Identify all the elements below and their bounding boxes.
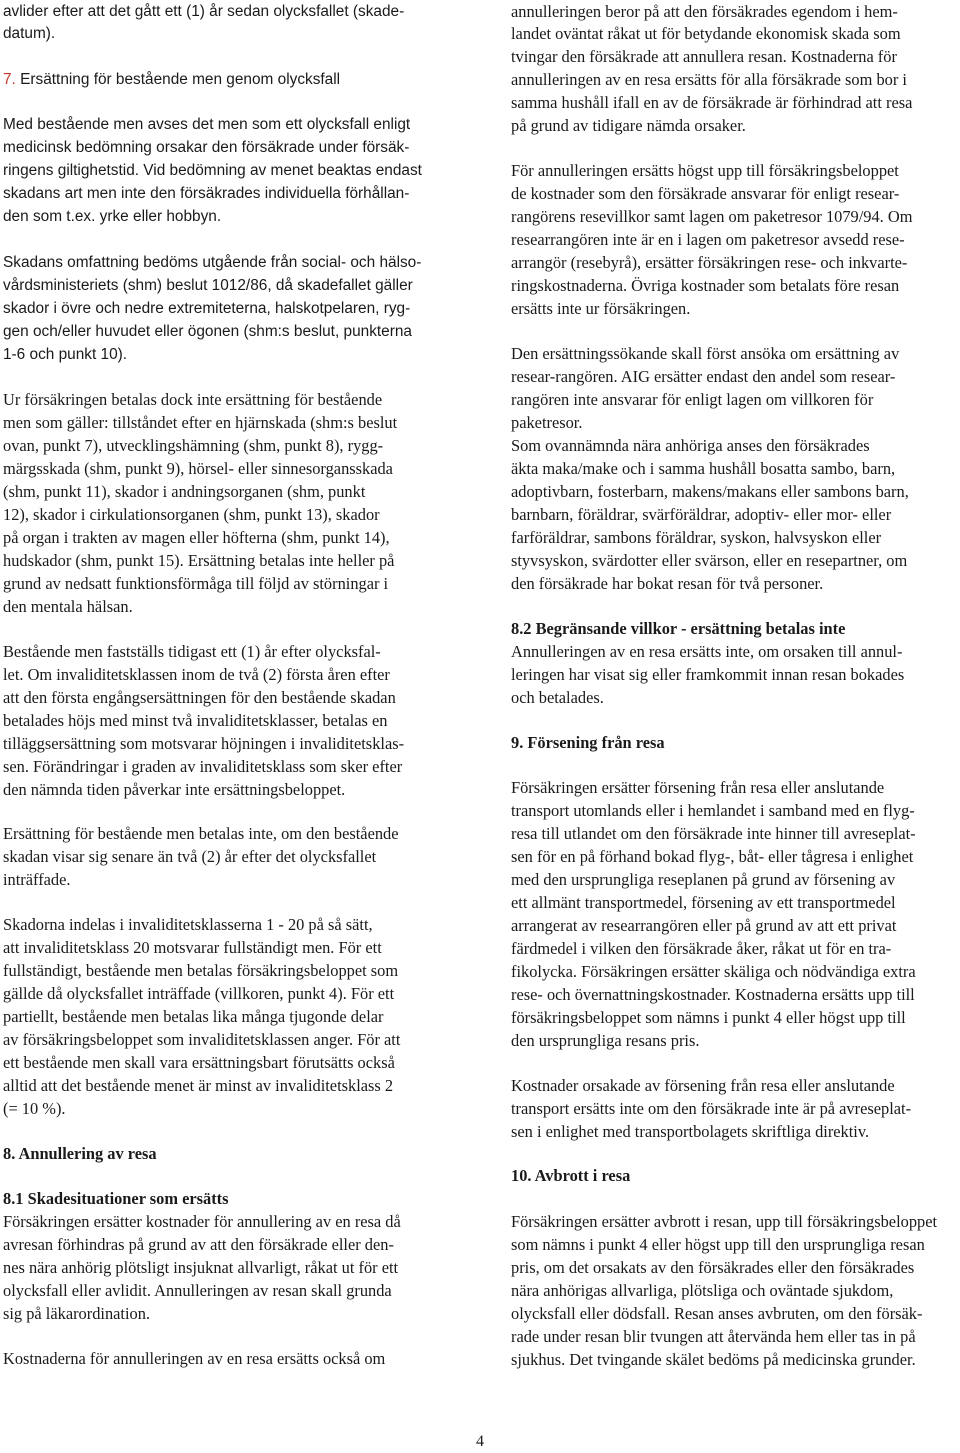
text-line: 12), skador i cirkulationsorganen (shm, punkt 13), skador — [3, 505, 380, 524]
text-line: Annulleringen av en resa ersätts inte, om orsaken till annul- — [511, 642, 903, 661]
text-line: 7. Ersättning för bestående men genom olycksfall — [3, 71, 341, 88]
text-line: hudskador (shm, punkt 15). Ersättning betalas inte heller på — [3, 551, 395, 570]
text-line: partiellt, bestående men betalas lika många tjugonde delar — [3, 1007, 384, 1026]
text-line: tilläggsersättning som motsvarar höjningen i invaliditetsklas- — [3, 734, 405, 753]
text-line: den försäkrade har bokat resan för två personer. — [511, 574, 824, 593]
text-line: Försäkringen ersätter försening från resa eller anslutande — [511, 778, 885, 797]
text-line: den nämnda tiden påverkar inte ersättningsbeloppet. — [3, 780, 346, 799]
text-line: den mentala hälsan. — [3, 597, 133, 616]
text-line: ett allmänt transportmedel, försening av ett transportmedel — [511, 893, 896, 912]
text-line: gällde då olycksfallet inträffade (villkoren, punkt 4). För ett — [3, 984, 395, 1003]
section-heading: 8.1 Skadesituationer som ersätts — [3, 1189, 229, 1208]
text-line: pris, om det orsakats av den försäkrades eller den försäkrades — [511, 1258, 915, 1277]
text-line: annulleringen beror på att den försäkrades egendom i hem- — [511, 2, 898, 21]
text-line: leringen har visat sig eller framkommit innan resan bokades — [511, 665, 905, 684]
text-line: avresan förhindras på grund av att den försäkrade eller den- — [3, 1235, 394, 1254]
text-line: datum). — [3, 25, 56, 42]
text-line: olycksfall eller avlidit. Annulleringen av resan skall grunda — [3, 1281, 392, 1300]
text-line: gen och/eller huvudet eller ögonen (shm:s beslut, punkterna — [3, 323, 412, 340]
text-line: landet oväntat råkat ut för betydande ekonomisk skada som — [511, 24, 901, 43]
text-line: Skadans omfattning bedöms utgående från social- och hälso- — [3, 254, 422, 271]
text-line: (= 10 %). — [3, 1099, 66, 1118]
text-line: skador i övre och nedre extremiteterna, halskotpelaren, ryg- — [3, 300, 411, 317]
section-heading: 8.2 Begränsande villkor - ersättning betalas inte — [511, 619, 846, 638]
text-line: Kostnaderna för annulleringen av en resa ersätts också om — [3, 1349, 386, 1368]
text-line: skadans art men inte den försäkrades individuella förhållan- — [3, 185, 410, 202]
text-line: researrangören inte är en i lagen om paketresor avsedd rese- — [511, 230, 905, 249]
text-line: färdmedel i vilken den försäkrade åker, råkat ut för en tra- — [511, 939, 892, 958]
text-line: alltid att det bestående menet är minst av invaliditetsklass 2 — [3, 1076, 394, 1095]
text-line: avlider efter att det gått ett (1) år sedan olycksfallet (skade- — [3, 3, 405, 20]
text-line: annulleringen av en resa ersätts för alla försäkrade som bor i — [511, 70, 907, 89]
text-line: och betalades. — [511, 688, 604, 707]
text-line: transport ersätts inte om den försäkrade inte är på avreseplat- — [511, 1099, 912, 1118]
text-line: Skadorna indelas i invaliditetsklasserna 1 - 20 på så sätt, — [3, 915, 373, 934]
text-line: Kostnader orsakade av försening från resa eller anslutande — [511, 1076, 895, 1095]
text-line: För annulleringen ersätts högst upp till försäkringsbeloppet — [511, 161, 899, 180]
text-line: nes nära anhörig plötsligt insjuknat allvarligt, råkat ut för ett — [3, 1258, 399, 1277]
text-line: märgsskada (shm, punkt 9), hörsel- eller sinnesorgansskada — [3, 459, 393, 478]
text-line: den som t.ex. yrke eller hobbyn. — [3, 208, 222, 225]
text-line: nära anhörigas allvarliga, plötsliga och oväntade sjukdom, — [511, 1281, 894, 1300]
text-line: tvingar den försäkrade att annullera resan. Kostnaderna för — [511, 47, 897, 66]
text-line: som nämns i punkt 4 eller högst upp till den ursprungliga resan — [511, 1235, 925, 1254]
page-number: 4 — [476, 1433, 484, 1450]
text-line: de kostnader som den försäkrade ansvarar för enligt resear- — [511, 184, 900, 203]
text-line: rangören inte ansvarar för enligt lagen om villkoren för — [511, 390, 874, 409]
section-heading: 10. Avbrott i resa — [511, 1166, 631, 1185]
text-line: resa till utlandet om den försäkrade inte hinner till avreseplat- — [511, 824, 916, 843]
text-line: Försäkringen ersätter kostnader för annullering av en resa då — [3, 1212, 401, 1231]
text-line: sen. Förändringar i graden av invaliditetsklass som sker efter — [3, 757, 403, 776]
text-line: vårdsministeriets (shm) beslut 1012/86, då skadefallet gäller — [3, 277, 413, 294]
text-line: ringens giltighetstid. Vid bedömning av menet beaktas endast — [3, 162, 422, 179]
text-line: (shm, punkt 11), skador i andningsorganen (shm, punkt — [3, 482, 366, 501]
text-line: att den första engångsersättningen för den bestående skadan — [3, 688, 396, 707]
text-line: grund av nedsatt funktionsförmåga till följd av störningar i — [3, 574, 389, 593]
text-line: Bestående men fastställs tidigast ett (1) år efter olycksfal- — [3, 642, 381, 661]
text-line: men som gäller: tillståndet efter en hjärnskada (shm:s beslut — [3, 413, 398, 432]
text-line: av försäkringsbeloppet som invaliditetsklassen anger. För att — [3, 1030, 401, 1049]
text-line: rade under resan blir tvungen att återvända hem eller tas in på — [511, 1327, 916, 1346]
text-line: Ersättning för bestående men betalas inte, om den bestående — [3, 824, 399, 843]
text-line: fullständigt, bestående men betalas försäkringsbeloppet som — [3, 961, 399, 980]
text-line: fikolycka. Försäkringen ersätter skäliga och nödvändiga extra — [511, 962, 916, 981]
text-line: Med bestående men avses det men som ett olycksfall enligt — [3, 116, 411, 133]
text-line: resear-rangören. AIG ersätter endast den andel som resear- — [511, 367, 896, 386]
text-line: Försäkringen ersätter avbrott i resan, upp till försäkringsbeloppet — [511, 1212, 938, 1231]
text-line: ersätts inte ur försäkringen. — [511, 299, 691, 318]
text-line: med den ursprungliga reseplanen på grund av försening av — [511, 870, 896, 889]
text-line: adoptivbarn, fosterbarn, makens/makans eller sambons barn, — [511, 482, 909, 501]
text-line: på grund av tidigare nämda orsaker. — [511, 116, 746, 135]
text-line: arrangerat av researrangören eller på grund av att ett privat — [511, 916, 897, 935]
text-line: ett bestående men skall vara ersättningsbart förutsätts också — [3, 1053, 395, 1072]
text-line: barnbarn, föräldrar, svärföräldrar, adoptiv- eller mor- eller — [511, 505, 892, 524]
text-line: sen i enlighet med transportbolagets skriftliga direktiv. — [511, 1122, 870, 1141]
text-line: sjukhus. Det tvingande skälet bedöms på medicinska grunder. — [511, 1350, 916, 1369]
text-line: Den ersättningssökande skall först ansöka om ersättning av — [511, 344, 900, 363]
text-line: försäkringsbeloppet som nämns i punkt 4 eller högst upp till — [511, 1008, 906, 1027]
text-line: att invaliditetsklass 20 motsvarar fullständigt men. För ett — [3, 938, 382, 957]
text-line: farföräldrar, sambons föräldrar, syskon, halvsyskon eller — [511, 528, 882, 547]
text-line: den ursprungliga resans pris. — [511, 1031, 700, 1050]
text-line: arrangör (resebyrå), ersätter försäkringen rese- och inkvarte- — [511, 253, 908, 272]
text-line: 1-6 och punkt 10). — [3, 346, 128, 363]
text-line: sig på läkarordination. — [3, 1304, 151, 1323]
text-line: på organ i trakten av magen eller höfterna (shm, punkt 14), — [3, 528, 390, 547]
text-line: ovan, punkt 7), utvecklingshämning (shm, punkt 8), rygg- — [3, 436, 384, 455]
text-line: Som ovannämnda nära anhöriga anses den försäkrades — [511, 436, 870, 455]
text-line: betalades höjs med minst två invaliditetsklasser, betalas en — [3, 711, 388, 730]
text-line: rese- och övernattningskostnader. Kostnaderna ersätts upp till — [511, 985, 915, 1004]
section-heading: 8. Annullering av resa — [3, 1144, 157, 1163]
text-line: Ur försäkringen betalas dock inte ersättning för bestående — [3, 390, 383, 409]
text-line: medicinsk bedömning orsakar den försäkrade under försäk- — [3, 139, 410, 156]
text-line: inträffade. — [3, 870, 71, 889]
section-number: 7. — [3, 71, 16, 88]
text-line: äkta maka/make och i samma hushåll bosatta sambo, barn, — [511, 459, 896, 478]
text-line: let. Om invaliditetsklassen inom de två (2) första åren efter — [3, 665, 390, 684]
text-line: rangörens resevillkor samt lagen om paketresor 1079/94. Om — [511, 207, 913, 226]
text-line: ringskostnaderna. Övriga kostnader som betalats före resan — [511, 276, 900, 295]
text-line: transport utomlands eller i hemlandet i samband med en flyg- — [511, 801, 915, 820]
text-line: skadan visar sig senare än två (2) år efter det olycksfallet — [3, 847, 377, 866]
text-line: sen för en på förhand bokad flyg-, båt- eller tågresa i enlighet — [511, 847, 914, 866]
text-line: samma hushåll ifall en av de försäkrade är förhindrad att resa — [511, 93, 913, 112]
section-heading: 9. Försening från resa — [511, 733, 665, 752]
text-line: styvsyskon, svärdotter eller svärson, eller en resepartner, om — [511, 551, 908, 570]
text-line: paketresor. — [511, 413, 583, 432]
text-line: olycksfall eller dödsfall. Resan anses avbruten, om den försäk- — [511, 1304, 923, 1323]
